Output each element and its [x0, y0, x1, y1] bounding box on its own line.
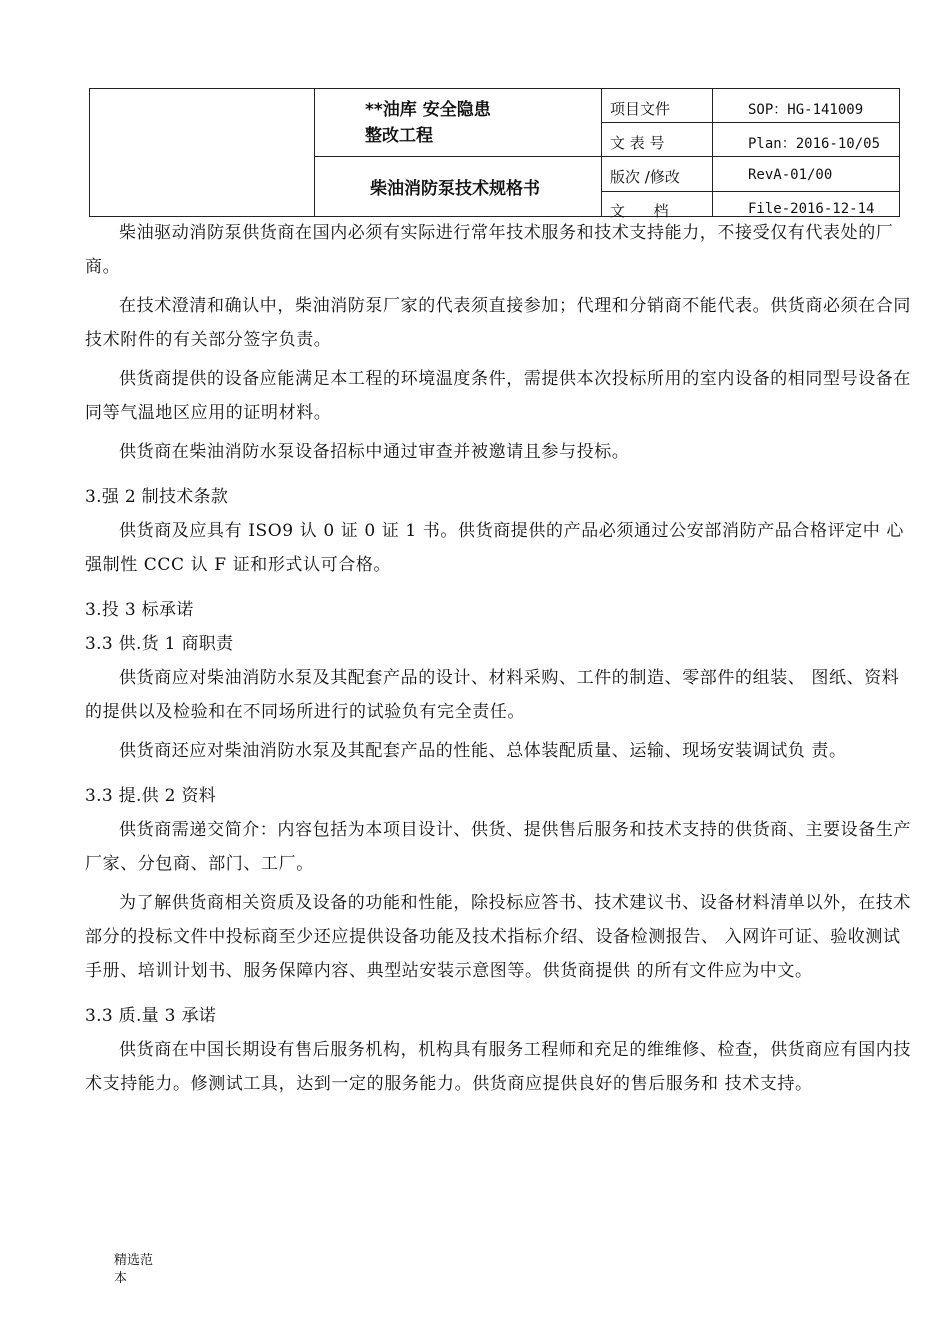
project-title-line1: **油库 安全隐患 [365, 100, 491, 120]
header-value-plan: Plan：2016-10/05 [748, 136, 881, 152]
project-title [365, 97, 595, 149]
paragraph: 供货商需递交简介：内容包括为本项目设计、供货、提供售后服务和技术支持的供货商、主要设备生产厂家、分包商、部门、工厂。 [85, 820, 911, 874]
paragraph: 供货商在中国长期设有售后服务机构，机构具有服务工程师和充足的维维修、检查，供货商应有国内技术支持能力。修测试工具，达到一定的服务能力。供货商应提供良好的售后服务和 技术支持。 [85, 1040, 911, 1094]
header-label-project-file: 项目文件 [610, 100, 671, 118]
header-divider [314, 156, 899, 157]
header-value-sop: SOP：HG-141009 [748, 102, 864, 118]
paragraph: 供货商在柴油消防水泵设备招标中通过审查并被邀请且参与投标。 [119, 442, 630, 462]
header-divider [601, 191, 899, 192]
paragraph: 供货商提供的设备应能满足本工程的环境温度条件，需提供本次投标所用的室内设备的相同型号设备在同等气温地区应用的证明材料。 [85, 369, 911, 423]
section-heading: 3.3 供.货 1 商职责 [85, 634, 234, 654]
document-title: 柴油消防泵技术规格书 [370, 179, 540, 199]
section-heading: 3.3 提.供 2 资料 [85, 786, 217, 806]
document-header-table [89, 88, 900, 220]
section-heading: 3.3 质.量 3 承诺 [85, 1006, 217, 1026]
footer-line1: 精选范 [114, 1253, 154, 1268]
header-divider [712, 89, 713, 216]
header-divider [601, 89, 602, 216]
footer-line2: 本 [114, 1271, 128, 1286]
paragraph: 供货商还应对柴油消防水泵及其配套产品的性能、总体装配质量、运输、现场安装调试负 责。 [119, 741, 847, 761]
header-divider [314, 89, 315, 216]
header-value-rev: RevA-01/00 [748, 167, 833, 183]
paragraph: 为了解供货商相关资质及设备的功能和性能，除投标应答书、技术建议书、设备材料清单以外，在技术部分的投标文件中投标商至少还应提供设备功能及技术指标介绍、设备检测报告、 入网许可证、验收测试手册、培训计划书、服务保障内容、典型站安装示意图等。供货商提供 的所有文件应为中文。 [85, 893, 911, 981]
project-title-line2: 整改工程 [365, 126, 433, 146]
header-label-document: 文 档 [610, 202, 669, 220]
paragraph: 柴油驱动消防泵供货商在国内必须有实际进行常年技术服务和技术支持能力，不接受仅有代表处的厂商。 [85, 223, 894, 277]
paragraph: 在技术澄清和确认中，柴油消防泵厂家的代表须直接参加；代理和分销商不能代表。供货商必须在合同技术附件的有关部分签字负责。 [85, 296, 911, 350]
header-divider [601, 122, 899, 123]
section-heading: 3.投 3 标承诺 [85, 600, 194, 620]
header-value-file: File-2016-12-14 [748, 201, 875, 217]
document-body [85, 216, 915, 1101]
header-label-revision: 版次 /修改 [610, 168, 680, 186]
section-heading: 3.强 2 制技术条款 [85, 487, 229, 507]
header-label-form-no: 文 表 号 [610, 134, 665, 152]
paragraph: 供货商应对柴油消防水泵及其配套产品的设计、材料采购、工件的制造、零部件的组装、 图纸、资料的提供以及检验和在不同场所进行的试验负有完全责任。 [85, 668, 900, 722]
page-footer-note [114, 1252, 164, 1288]
paragraph: 供货商及应具有 ISO9 认 0 证 0 证 1 书。供货商提供的产品必须通过公安部消防产品合格评定中 心强制性 CCC 认 F 证和形式认可合格。 [85, 521, 904, 575]
